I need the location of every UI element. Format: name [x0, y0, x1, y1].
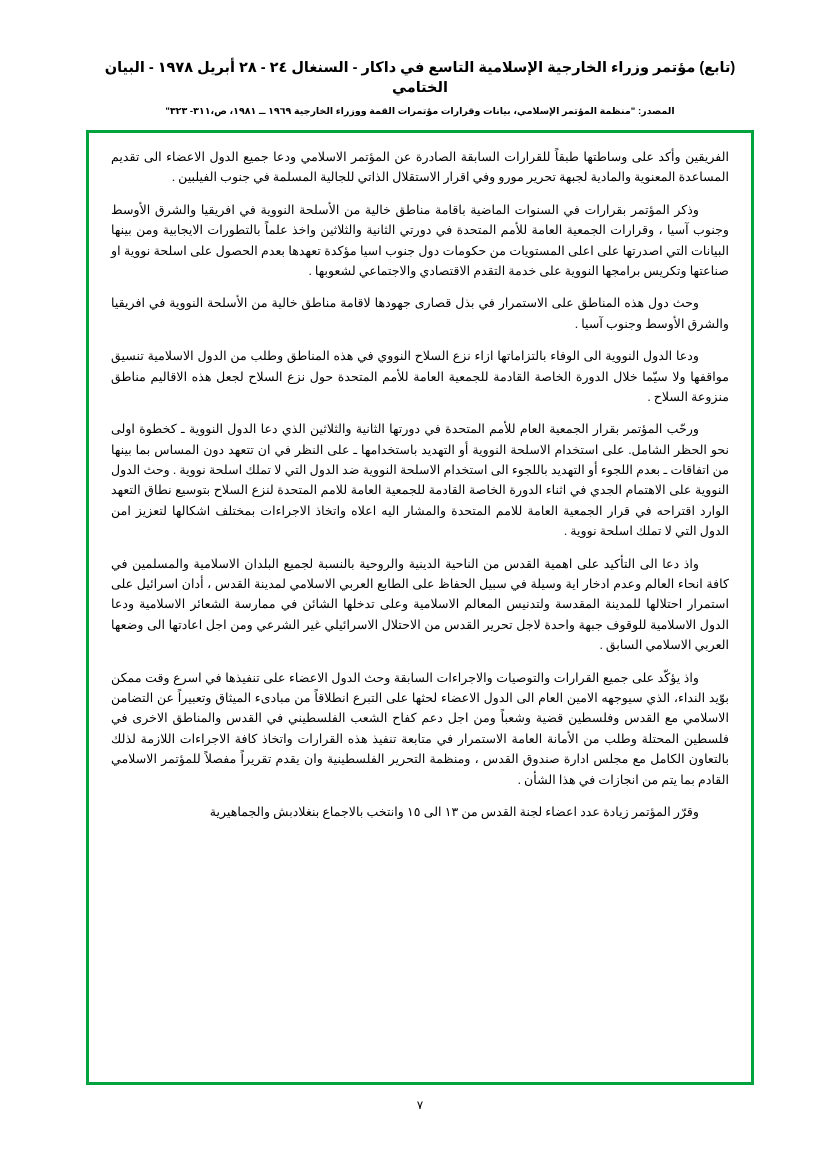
paragraph: وحث دول هذه المناطق على الاستمرار في بذل قصارى جهودها لاقامة مناطق خالية من الأسلحة النووية في افريقيا والشرق الأوسط وجنوب آسيا . — [111, 296, 729, 331]
page-number: ٧ — [416, 1098, 424, 1112]
paragraph: ورحّب المؤتمر بقرار الجمعية العام للأمم المتحدة في دورتها الثانية والثلاثين الذي دعا الدول النووية ـ كخطوة اولى نحو الحظر الشامل. على استخدام الاسلحة النووية أو التهديد باستخدامها ـ على النظر في ان تتعهد دون المساس بما بينها من اتفاقات ـ بعدم اللجوء أو التهديد باللجوء الى استخدام الاسلحة النووية ضد الدول التي لا تملك اسلحة نووية . وحث الدول النووية على الاهتمام الجدي في اثناء الدورة الخاصة القادمة للجمعية العامة للامم المتحدة لنزع السلاح بتوسيع نطاق التعهد الوارد اقتراحه في قرار الجمعية العامة للامم المتحدة والمشار اليه اعلاه واتخاذ الاجراءات بمختلف اشكالها لتعزيز امن الدول التي لا تملك اسلحة نووية . — [111, 422, 729, 539]
paragraph: واذ يؤكّد على جميع القرارات والتوصيات والاجراءات السابقة وحث الدول الاعضاء على تنفيذها في اسرع وقت ممكن بوّيد النداء، الذي سيوجهه الامين العام الى الدول الاعضاء لحثها على التبرع انطلاقاً من مبادىء الميثاق وتعبيراً عن التضامن الاسلامي مع القدس وفلسطين قضية وشعباً ومن اجل دعم كفاح الشعب الفلسطيني في القدس والمناطق الاخرى في فلسطين المحتلة وطلب من الأمانة العامة الاستمرار في متابعة تنفيذ هذه القرارات واتخاذ كافة الاجراءات اللازمة لذلك بالتعاون الكامل مع مجلس ادارة صندوق القدس ، ومنظمة التحرير الفلسطينية وان يقدم تقريراً مفصلاً للمؤتمر الاسلامي القادم بما يتم من انجازات في هذا الشأن . — [111, 670, 729, 787]
document-body — [111, 147, 729, 1072]
source-citation: المصدر: "منظمة المؤتمر الإسلامي، بيانات وقرارات مؤتمرات القمة ووزراء الخارجية ١٩٦٩ ــ ١٩٨١، ص،٣١١- ٣٢٣" — [165, 105, 675, 117]
paragraph: واذ دعا الى التأكيد على اهمية القدس من الناحية الدينية والروحية بالنسبة لجميع البلدان الاسلامية والمسلمين في كافة انحاء العالم وعدم ادخار اية وسيلة في سبيل الحفاظ على الطابع العربي الاسلامي لمدينة القدس ، أدان اسرائيل على استمرار احتلالها للمدينة المقدسة ولتدنيس المعالم الاسلامية وعلى تدخلها الشائن في ممارسة الشعائر الاسلامية ودعا الدول الاسلامية للوقوف جبهة واحدة لاجل تحرير القدس من الاحتلال الاسرائيلي غير الشرعي ومن اجل اعادتها الى وضعها العربي الاسلامي السابق . — [111, 556, 729, 653]
content-frame — [86, 130, 754, 1085]
page-title: (تابع) مؤتمر وزراء الخارجية الإسلامية التاسع في داكار - السنغال ٢٤ - ٢٨ أبريل ١٩٧٨ - البيان الختامي — [104, 60, 736, 97]
paragraph: وقرّر المؤتمر زيادة عدد اعضاء لجنة القدس من ١٣ الى ١٥ وانتخب بالاجماع بنغلادبش والجماهيرية — [209, 804, 699, 819]
page-header — [0, 58, 840, 118]
paragraph: الفريقين وأكد على وساطتها طبقاً للقرارات السابقة الصادرة عن المؤتمر الاسلامي ودعا جميع الدول الاعضاء الى تقديم المساعدة المعنوية والمادية لجبهة تحرير مورو وفي اقرار الاستقلال الذاتي للجالية المسلمة في جنوب الفيلبين . — [111, 150, 729, 185]
paragraph: وذكر المؤتمر بقرارات في السنوات الماضية باقامة مناطق خالية من الأسلحة النووية في افريقيا والشرق الأوسط وجنوب آسيا ، وقرارات الجمعية العامة للأمم المتحدة في دورتي الثانية والثلاثين واخذ علماً بالتطورات الايجابية ومن بينها البيانات التي اصدرتها على اعلى المستويات من حكومات دول جنوب اسيا مؤكدة تعهدها بعدم الحصول على اسلحة نووية او صناعتها وتكريس برامجها النووية على خدمة التقدم الاقتصادي والاجتماعي لشعوبها . — [111, 202, 729, 278]
paragraph: ودعا الدول النووية الى الوفاء بالتزاماتها ازاء نزع السلاح النووي في هذه المناطق وطلب من الدول الاسلامية تنسيق مواقفها ولا سيّما خلال الدورة الخاصة القادمة للجمعية العامة للأمم المتحدة حول نزع السلاح لجعل هذه الاقاليم مناطق منزوعة السلاح . — [111, 349, 729, 404]
